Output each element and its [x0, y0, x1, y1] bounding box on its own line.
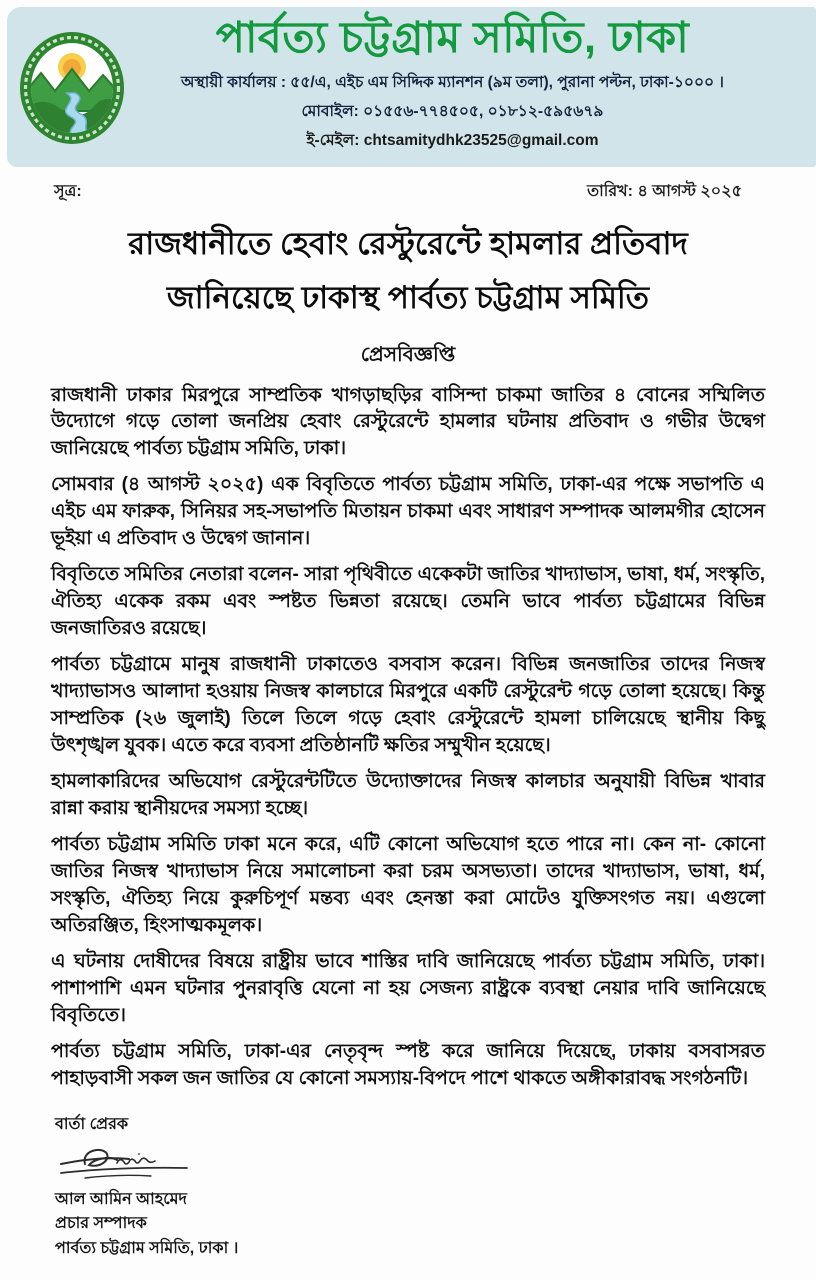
headline	[26, 217, 790, 326]
sender-title: প্রচার সম্পাদক	[55, 1215, 147, 1233]
office-address: অস্থায়ী কার্যালয় : ৫৫/এ, এইচ এম সিদ্দিক ম্যানশন (৯ম তলা), পুরানা পল্টন, ঢাকা-১০০০ ।	[181, 74, 724, 92]
paragraph-5: হামলাকারিদের অভিযোগ রেস্টুরেন্টটিতে উদ্যোক্তাদের নিজস্ব কালচার অনুযায়ী বিভিন্ন খাবার রান্না করায় স্থানীয়দের সমস্যা হচ্ছে।	[51, 771, 765, 820]
meta-row	[0, 167, 816, 205]
paragraph-4: পার্বত্য চট্টগ্রামে মানুষ রাজধানী ঢাকাতেও বসবাস করেন। বিভিন্ন জনজাতির তাদের নিজস্ব খাদ্যাভাসও আলাদা হওয়ায় নিজস্ব কালচারে মিরপুরে একটি রেস্টুরেন্ট গড়ে তোলা হয়েছে। কিন্তু সাম্প্রতিক (২৬ জুলাই) তিলে তিলে গড়ে হেবাং রেস্টুরেন্টে হামলা চালিয়েছে স্থানীয় কিছু উৎশৃঙ্খল যুবক। এতে করে ব্যবসা প্রতিষ্ঠানটি ক্ষতির সম্মুখীন হয়েছে।	[51, 654, 765, 757]
sender-org: পার্বত্য চট্টগ্রাম সমিতি, ঢাকা ।	[55, 1240, 239, 1258]
sender-name: আল আমিন আহমেদ	[55, 1190, 187, 1208]
org-logo-icon	[19, 31, 125, 145]
org-name: পার্বত্য চট্টগ্রাম সমিতি, ঢাকা	[215, 13, 690, 62]
sender-block	[55, 1113, 816, 1262]
headline-line1: রাজধানীতে হেবাং রেস্টুরেন্টে হামলার প্রতিবাদ	[128, 226, 688, 261]
paragraph-8: পার্বত্য চট্টগ্রাম সমিতি, ঢাকা-এর নেতৃবৃন্দ স্পষ্ট করে জানিয়ে দিয়েছে, ঢাকায় বসবাসরত পাহাড়বাসী সকল জন জাতির যে কোনো সমস্যায়-বিপদে পাশে থাকতে অঙ্গীকারাবদ্ধ সংগঠনটি।	[51, 1040, 765, 1089]
reference-label: সূত্র:	[54, 183, 82, 200]
letterhead	[7, 7, 816, 167]
paragraph-7: এ ঘটনায় দোষীদের বিষয়ে রাষ্ট্রীয় ভাবে শাস্তির দাবি জানিয়েছে পার্বত্য চট্টগ্রাম সমিতি, ঢাকা। পাশাপাশি এমন ঘটনার পুনরাবৃত্তি যেনো না হয় সেজন্য রাষ্ট্রকে ব্যবস্থা নেয়ার দাবি জানিয়েছে বিবৃতিতে।	[51, 950, 765, 1026]
paragraph-3: বিবৃতিতে সমিতির নেতারা বলেন- সারা পৃথিবীতে একেকটা জাতির খাদ্যাভাস, ভাষা, ধর্ম, সংস্কৃতি, ঐতিহ্য একেক রকম এবং স্পষ্টত ভিন্নতা রয়েছে। তেমনি ভাবে পার্বত্য চট্টগ্রামের বিভিন্ন জনজাতিরও রয়েছে।	[51, 564, 765, 640]
date-line: তারিখ: ৪ আগস্ট ২০২৫	[587, 183, 742, 200]
email-line: ই-মেইল: chtsamitydhk23525@gmail.com	[306, 132, 599, 150]
paragraph-2: সোমবার (৪ আগস্ট ২০২৫) এক বিবৃতিতে পার্বত্য চট্টগ্রাম সমিতি, ঢাকা-এর পক্ষে সভাপতি এ এইচ এম ফারুক, সিনিয়র সহ-সভাপতি মিতায়ন চাকমা এবং সাধারণ সম্পাদক আলমগীর হোসেন ভূইয়া এ প্রতিবাদ ও উদ্বেগ জানান।	[51, 474, 765, 550]
letterhead-text	[125, 15, 806, 157]
paragraph-1: রাজধানী ঢাকার মিরপুরে সাম্প্রতিক খাগড়াছড়ির বাসিন্দা চাকমা জাতির ৪ বোনের সম্মিলিত উদ্যোগে গড়ে তোলা জনপ্রিয় হেবাং রেস্টুরেন্টে হামলার ঘটনায় প্রতিবাদ ও গভীর উদ্বেগ জানিয়েছে পার্বত্য চট্টগ্রাম সমিতি, ঢাকা।	[51, 384, 765, 460]
headline-line2: জানিয়েছে ঢাকাস্থ পার্বত্য চট্টগ্রাম সমিতি	[166, 280, 650, 316]
mobile-numbers: মোবাইল: ০১৫৫৬-৭৭৪৫০৫, ০১৮১২-৫৯৫৬৭৯	[301, 103, 604, 121]
sender-label: বার্তা প্রেরক	[55, 1115, 129, 1133]
body-text	[51, 383, 765, 1093]
signature-image	[55, 1142, 215, 1186]
paragraph-6: পার্বত্য চট্টগ্রাম সমিতি ঢাকা মনে করে, এটি কোনো অভিযোগ হতে পারে না। কেন না- কোনো জাতির নিজস্ব খাদ্যাভাস নিয়ে সমালোচনা করা চরম অসভ্যতা। তাদের খাদ্যাভাস, ভাষা, ধর্ম, সংস্কৃতি, ঐতিহ্য নিয়ে কুরুচিপূর্ণ মন্তব্য এবং হেনস্তা করা মোটেও যুক্তিসংগত নয়। এগুলো অতিরঞ্জিত, হিংসাত্মকমূলক।	[51, 834, 765, 936]
press-release-label: প্রেসবিজ্ঞপ্তি	[360, 343, 456, 366]
